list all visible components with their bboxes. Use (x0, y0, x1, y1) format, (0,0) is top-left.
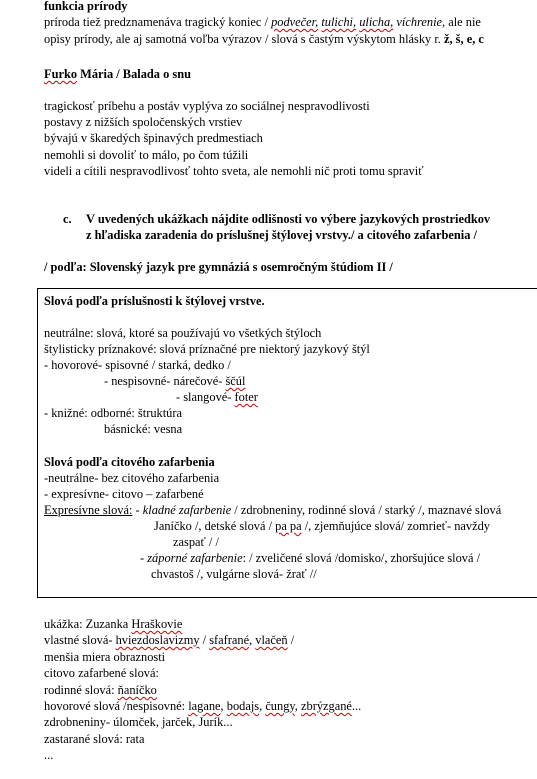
word-hviezdoslavizmy: hviezdoslavizmy (115, 633, 200, 647)
word-cungy: čungy (265, 699, 295, 713)
word-sqcul: ščúl (225, 374, 246, 388)
text-span: , ale nie (442, 15, 481, 29)
word-sfafrane: sfafrané (209, 633, 250, 647)
balada-line: tragickosť príbehu a postáv vyplýva zo sociálnej nespravodlivosti (44, 99, 370, 113)
word-podvecer: podvečer, (271, 15, 319, 29)
text-span: : / zveličené slová /domisko/, zhoršujúce slová / (242, 551, 481, 565)
word-vichrenie: víchrenie (396, 15, 443, 29)
heading-balada (44, 66, 191, 82)
box-line: - expresívne- citovo – zafarbené (44, 487, 204, 501)
author-name: Hraškovie (131, 617, 183, 631)
word-foter: foter (234, 390, 258, 404)
task-line: V uvedených ukážkach nájdite odlišnosti vo výbere jazykových prostriedkov (86, 212, 491, 226)
text-span: - nespisovné- nárečové- (104, 374, 226, 388)
text-span: / zdrobneniny, rodinné slová / starký /, maznavé slová (231, 503, 502, 517)
letters-bold: ž, š, e, c (443, 32, 484, 46)
word-ulicha: ulicha, (359, 15, 394, 29)
ukazka-line: menšia miera obraznosti (44, 650, 166, 664)
text-span: - slangové- (176, 390, 235, 404)
ukazka-line (44, 682, 157, 698)
negative-label: záporné zafarbenie (147, 551, 243, 565)
balada-line: nemohli si dovoliť to málo, po čom túžili (44, 148, 249, 162)
balada-line: videli a cítili nespravodlivosť tohto sveta, ale nemohli nič proti tomu spraviť (44, 164, 424, 178)
balada-line: postavy z nižších spoločenských vrstiev (44, 115, 243, 129)
box-heading-emotion: Slová podľa citového zafarbenia (44, 455, 215, 469)
ukazka-line: citovo zafarbené slová: (44, 666, 159, 680)
box-line (140, 550, 480, 566)
text-span: - (140, 551, 148, 565)
box-line (176, 389, 258, 405)
expressive-label: Expresívne slová: (44, 503, 133, 517)
word-vlacen: vlačeň (255, 633, 288, 647)
positive-label: kladné zafarbenie (142, 503, 232, 517)
text-span: ukážka: Zuzanka (44, 617, 132, 631)
box-line (104, 373, 245, 389)
word-papa: pa pa (275, 519, 302, 533)
author-name: Furko (44, 67, 78, 81)
ukazka-line (44, 616, 182, 632)
text-span: Janíčko /, detské slová / (154, 519, 276, 533)
text-span: / (199, 633, 210, 647)
box-line: zaspať / / (173, 535, 219, 549)
text-span: , (249, 633, 256, 647)
box-line: básnické: vesna (104, 422, 183, 436)
task-line: z hľadiska zaradenia do príslušnej štýlovej vrstvy./ a citového zafarbenia / (86, 228, 477, 242)
poem-title: Mária / Balada o snu (77, 67, 191, 81)
source-line: / podľa: Slovenský jazyk pre gymnáziá s osemročným štúdiom II / (44, 260, 393, 274)
text-span: vlastné slová- (44, 633, 116, 647)
ukazka-line (44, 632, 294, 648)
box-line: chvastoš /, vulgárne slová- žrať // (151, 567, 317, 581)
text-span: príroda tiež predznamenáva tragický koniec / (44, 15, 272, 29)
box-line: - hovorové- spisovné / starká, dedko / (44, 358, 231, 372)
word-nanicko: ňaníčko (117, 683, 157, 697)
box-line: - knižné: odborné: štruktúra (44, 406, 182, 420)
text-span: ... (351, 699, 362, 713)
word-lagane: lagane (188, 699, 221, 713)
text-line (44, 14, 481, 30)
text-span: opisy prírody, ale aj samotná voľba výrazov / slová s častým výskytom hlásky r. (44, 32, 444, 46)
ukazka-line: hovorové slová /nespisovné: lagane, bodajs, čungy, zbrýzgané... (44, 699, 362, 713)
word-bodajs: bodajs (226, 699, 260, 713)
word-tulichi: tulichi, (321, 15, 357, 29)
box-line: -neutrálne- bez citového zafarbenia (44, 471, 220, 485)
box-line (154, 518, 490, 534)
box-line (44, 502, 501, 518)
text-span: hovorové slová /nespisovné: (44, 699, 189, 713)
text-span: - (132, 503, 143, 517)
text-span: / (287, 633, 295, 647)
box-heading-style: Slová podľa príslušnosti k štýlovej vrstve. (44, 294, 265, 308)
box-line: štylisticky príznakové: slová príznačné pre niektorý jazykový štýl (44, 342, 370, 356)
text-span: /, zjemňujúce slová/ zomrieť- navždy (301, 519, 490, 533)
task-marker: c. (63, 212, 72, 226)
heading-funkcia-prirody: funkcia prírody (44, 0, 128, 13)
text-line (44, 31, 484, 47)
ukazka-line: zastarané slová: rata (44, 732, 145, 746)
word-zbryzgane: zbrýzgané (301, 699, 352, 713)
text-span: rodinné slová: (44, 683, 118, 697)
box-line: neutrálne: slová, ktoré sa používajú vo všetkých štýloch (44, 326, 322, 340)
ukazka-line: ... (44, 748, 54, 762)
balada-line: bývajú v škaredých špinavých predmestiach (44, 131, 263, 145)
ukazka-line: zdrobneniny- úlomček, jarček, Jurík... (44, 715, 233, 729)
